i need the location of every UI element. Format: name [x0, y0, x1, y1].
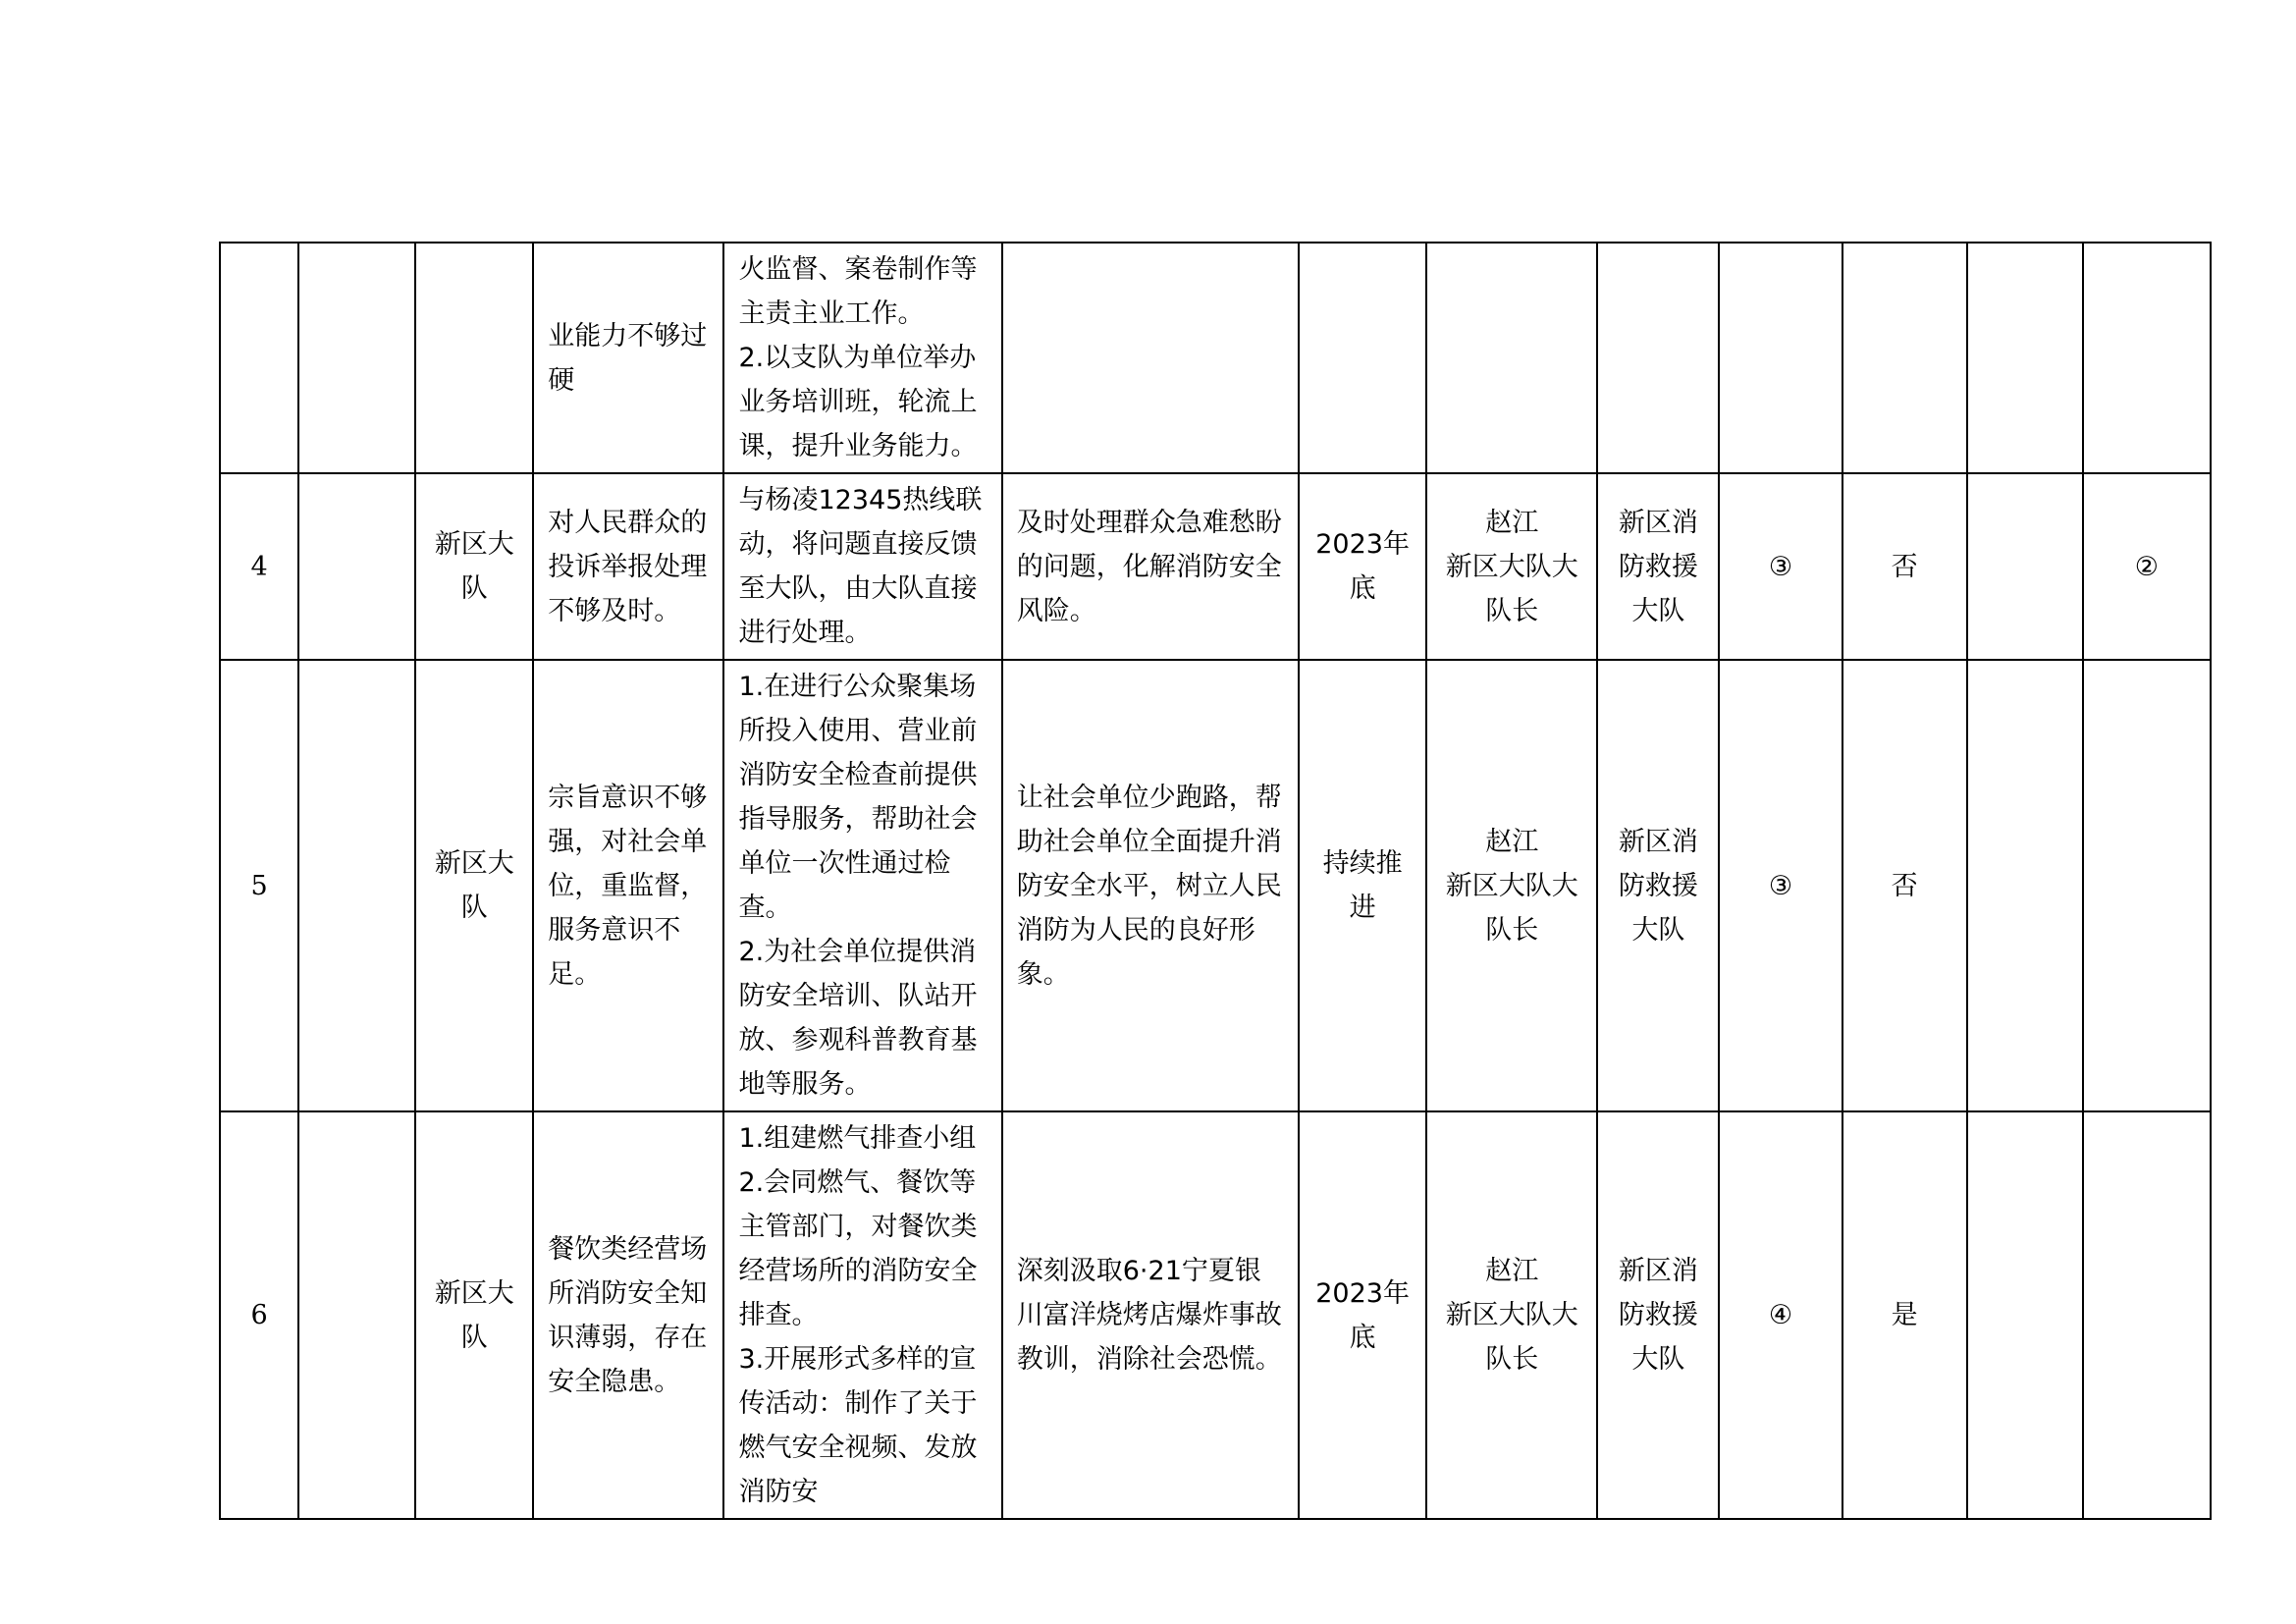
unit-cell: 新区大队 — [415, 660, 533, 1111]
leader-name: 赵江 — [1485, 1256, 1539, 1286]
measure-item: 2.以支队为单位举办业务培训班，轮流上课，提升业务能力。 — [738, 343, 978, 461]
measure-item: 2.为社会单位提供消防安全培训、队站开放、参观科普教育基地等服务。 — [738, 937, 978, 1100]
blank-cell — [1967, 1111, 2083, 1519]
flag-cell: 否 — [1842, 473, 1967, 660]
problem-cell: 对人民群众的投诉举报处理不够及时。 — [533, 473, 723, 660]
blank-cell — [1967, 243, 2083, 473]
table-row — [220, 473, 2211, 660]
responsible-cell — [1597, 243, 1719, 473]
category-cell: ③ — [1719, 473, 1842, 660]
blank-cell — [298, 473, 415, 660]
leader-title: 新区大队大队长 — [1445, 551, 1578, 626]
deadline-cell: 持续推进 — [1299, 660, 1426, 1111]
table-row — [220, 660, 2211, 1111]
goal-cell — [1002, 243, 1299, 473]
measures-cell — [723, 243, 1001, 473]
extra-mark-cell — [2083, 1111, 2211, 1519]
leader-title: 新区大队大队长 — [1445, 870, 1578, 946]
goal-cell: 让社会单位少跑路，帮助社会单位全面提升消防安全水平，树立人民消防为人民的良好形象。 — [1002, 660, 1299, 1111]
blank-cell — [1967, 473, 2083, 660]
extra-mark-cell: ② — [2083, 473, 2211, 660]
category-cell — [1719, 243, 1842, 473]
row-number-cell: 4 — [220, 473, 298, 660]
leader-name: 赵江 — [1485, 507, 1539, 538]
problem-cell: 业能力不够过硬 — [533, 243, 723, 473]
unit-cell — [415, 243, 533, 473]
category-cell: ③ — [1719, 660, 1842, 1111]
row-number-cell: 5 — [220, 660, 298, 1111]
measure-item: 火监督、案卷制作等主责主业工作。 — [738, 254, 978, 329]
leader-cell — [1426, 473, 1597, 660]
responsible-cell: 新区消防救援大队 — [1597, 473, 1719, 660]
problem-cell: 宗旨意识不够强，对社会单位，重监督，服务意识不足。 — [533, 660, 723, 1111]
measures-cell — [723, 1111, 1001, 1519]
measure-item: 3.开展形式多样的宣传活动：制作了关于燃气安全视频、发放消防安 — [738, 1344, 978, 1507]
flag-cell: 是 — [1842, 1111, 1967, 1519]
goal-cell: 及时处理群众急难愁盼的问题，化解消防安全风险。 — [1002, 473, 1299, 660]
flag-cell — [1842, 243, 1967, 473]
leader-cell — [1426, 1111, 1597, 1519]
unit-cell: 新区大队 — [415, 1111, 533, 1519]
goal-cell: 深刻汲取6·21宁夏银川富洋烧烤店爆炸事故教训，消除社会恐慌。 — [1002, 1111, 1299, 1519]
measure-item: 1.在进行公众聚集场所投入使用、营业前消防安全检查前提供指导服务，帮助社会单位一次性通过检查。 — [738, 672, 978, 923]
leader-cell — [1426, 660, 1597, 1111]
flag-cell: 否 — [1842, 660, 1967, 1111]
measures-cell — [723, 473, 1001, 660]
measure-item: 2.会同燃气、餐饮等主管部门，对餐饮类经营场所的消防安全排查。 — [738, 1167, 978, 1330]
measures-cell — [723, 660, 1001, 1111]
blank-cell — [1967, 660, 2083, 1111]
deadline-cell: 2023年底 — [1299, 1111, 1426, 1519]
leader-title: 新区大队大队长 — [1445, 1300, 1578, 1375]
problem-cell: 餐饮类经营场所消防安全知识薄弱，存在安全隐患。 — [533, 1111, 723, 1519]
blank-cell — [298, 1111, 415, 1519]
deadline-cell: 2023年底 — [1299, 473, 1426, 660]
row-number-cell: 6 — [220, 1111, 298, 1519]
deadline-cell — [1299, 243, 1426, 473]
leader-name: 赵江 — [1485, 826, 1539, 857]
table-row — [220, 1111, 2211, 1519]
rectification-table — [219, 242, 2212, 1520]
category-cell: ④ — [1719, 1111, 1842, 1519]
leader-cell — [1426, 243, 1597, 473]
blank-cell — [298, 243, 415, 473]
table-row — [220, 243, 2211, 473]
responsible-cell: 新区消防救援大队 — [1597, 660, 1719, 1111]
unit-cell: 新区大队 — [415, 473, 533, 660]
extra-mark-cell — [2083, 660, 2211, 1111]
measure-item: 与杨凌12345热线联动，将问题直接反馈至大队，由大队直接进行处理。 — [738, 485, 983, 648]
blank-cell — [298, 660, 415, 1111]
responsible-cell: 新区消防救援大队 — [1597, 1111, 1719, 1519]
row-number-cell — [220, 243, 298, 473]
measure-item: 1.组建燃气排查小组 — [738, 1123, 977, 1154]
extra-mark-cell — [2083, 243, 2211, 473]
